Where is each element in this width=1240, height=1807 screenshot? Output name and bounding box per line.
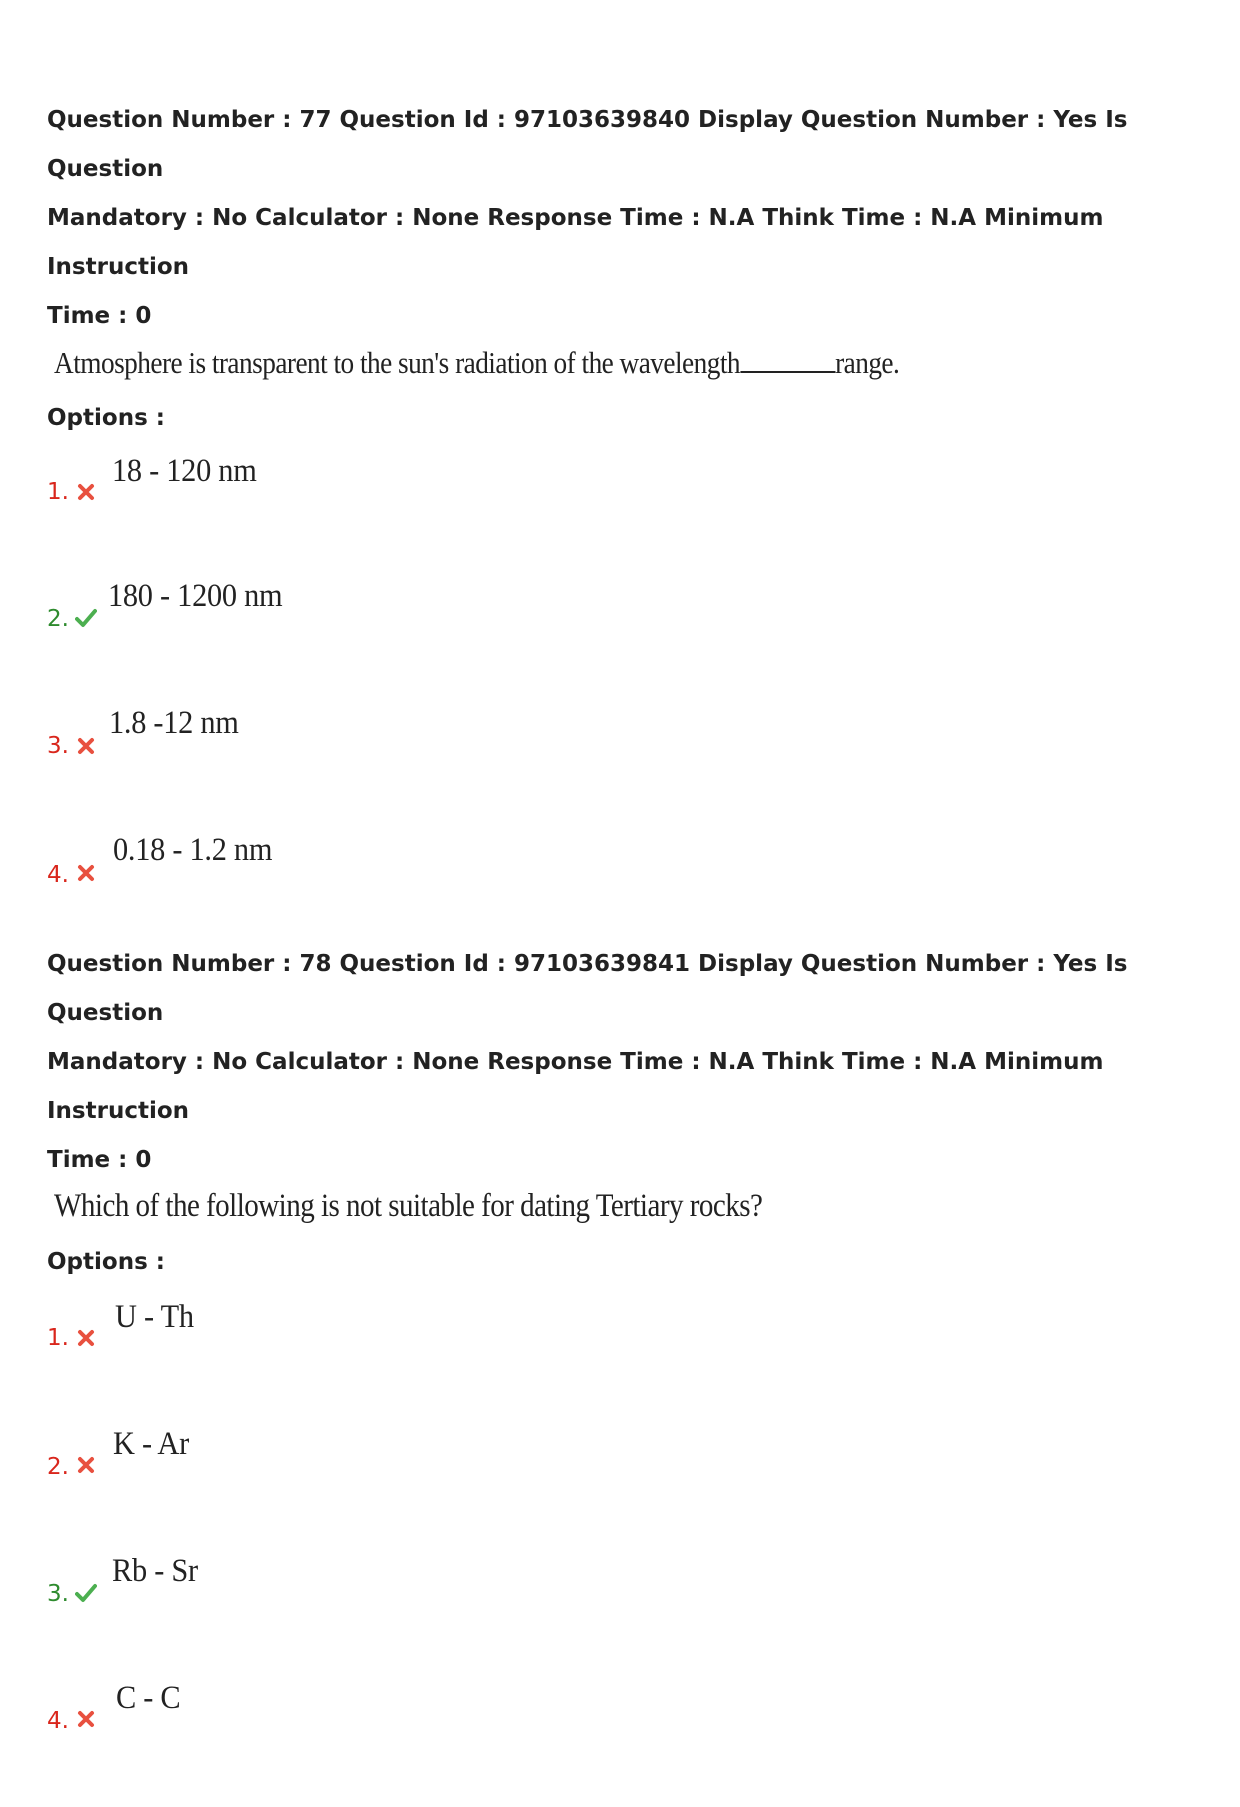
question-meta-line: Question Number : 77 Question Id : 97103639840 Display Question Number : Yes Is Question bbox=[47, 107, 1128, 182]
fill-in-blank bbox=[740, 347, 835, 373]
option-text: 1.8 -12 nm bbox=[109, 705, 239, 741]
question-stem-text: range. bbox=[835, 345, 900, 380]
option-number: 3. bbox=[47, 733, 69, 759]
question-block-77 bbox=[47, 96, 1217, 959]
question-stem: Which of the following is not suitable for dating Tertiary rocks? bbox=[54, 1188, 763, 1224]
option-item bbox=[47, 705, 1217, 832]
cross-icon bbox=[77, 1710, 95, 1728]
options-label: Options : bbox=[47, 405, 165, 431]
option-item bbox=[47, 1553, 1217, 1680]
question-stem bbox=[47, 341, 1077, 391]
option-number: 2. bbox=[47, 1454, 69, 1480]
option-text: C - C bbox=[116, 1680, 181, 1716]
options-label: Options : bbox=[47, 1249, 165, 1275]
option-item bbox=[47, 1426, 1217, 1553]
option-text: 18 - 120 nm bbox=[112, 453, 257, 489]
question-meta-line: Time : 0 bbox=[47, 303, 152, 329]
cross-icon bbox=[77, 1329, 95, 1347]
option-text: K - Ar bbox=[113, 1426, 189, 1462]
question-meta-line: Question Number : 78 Question Id : 97103639841 Display Question Number : Yes Is Question bbox=[47, 951, 1128, 1026]
check-icon bbox=[75, 1583, 97, 1603]
option-text: Rb - Sr bbox=[112, 1553, 198, 1589]
option-item bbox=[47, 1680, 1217, 1807]
option-number: 1. bbox=[47, 479, 69, 505]
option-number: 4. bbox=[47, 1708, 69, 1734]
cross-icon bbox=[77, 737, 95, 755]
question-stem-text: Atmosphere is transparent to the sun's radiation of the wavelength bbox=[54, 345, 741, 380]
question-meta-line: Time : 0 bbox=[47, 1147, 152, 1173]
option-text: 180 - 1200 nm bbox=[108, 578, 283, 614]
check-icon bbox=[75, 608, 97, 628]
option-item bbox=[47, 578, 1217, 705]
option-item bbox=[47, 1299, 1217, 1426]
option-text: U - Th bbox=[115, 1299, 194, 1335]
option-number: 1. bbox=[47, 1325, 69, 1351]
question-meta-line: Mandatory : No Calculator : None Response Time : N.A Think Time : N.A Minimum Instruction bbox=[47, 1049, 1104, 1124]
option-item bbox=[47, 451, 1217, 578]
question-block-78 bbox=[47, 940, 1217, 1807]
option-number: 3. bbox=[47, 1581, 69, 1607]
option-number: 2. bbox=[47, 606, 69, 632]
option-number: 4. bbox=[47, 862, 69, 888]
cross-icon bbox=[77, 1456, 95, 1474]
cross-icon bbox=[77, 864, 95, 882]
question-meta-line: Mandatory : No Calculator : None Response Time : N.A Think Time : N.A Minimum Instruction bbox=[47, 205, 1104, 280]
cross-icon bbox=[77, 483, 95, 501]
option-text: 0.18 - 1.2 nm bbox=[113, 832, 273, 868]
